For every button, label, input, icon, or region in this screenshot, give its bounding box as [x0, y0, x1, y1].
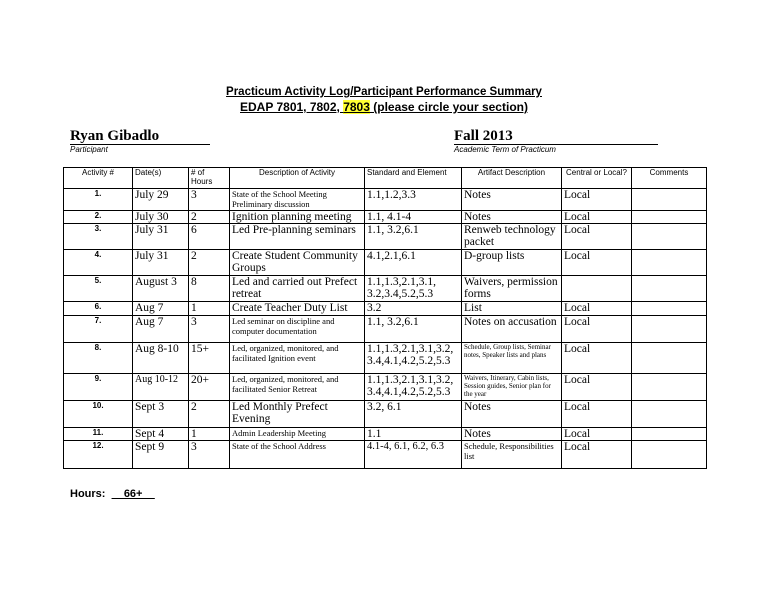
header-description: Description of Activity: [230, 168, 365, 189]
activity-hours: 2: [189, 211, 230, 224]
activity-comments: [632, 374, 707, 401]
header-dates: Date(s): [133, 168, 189, 189]
activity-comments: [632, 441, 707, 469]
activity-standard: 3.2, 6.1: [365, 401, 462, 428]
header-comments: Comments: [632, 168, 707, 189]
header-activity: Activity #: [64, 168, 133, 189]
activity-comments: [632, 250, 707, 276]
activity-artifact: Notes: [462, 428, 562, 441]
activity-hours: 1: [189, 302, 230, 316]
activity-standard: 3.2: [365, 302, 462, 316]
course-sections: [0, 100, 768, 114]
activity-number: 3.: [64, 224, 133, 250]
activity-number: 1.: [64, 189, 133, 211]
activity-description: State of the School Meeting Preliminary discussion: [230, 189, 365, 211]
activity-central: Local: [562, 250, 632, 276]
table-header-row: [64, 168, 707, 189]
activity-number: 6.: [64, 302, 133, 316]
activity-number: 5.: [64, 276, 133, 302]
activity-description: Create Teacher Duty List: [230, 302, 365, 316]
activity-date: Aug 7: [133, 316, 189, 343]
activity-standard: 4.1-4, 6.1, 6.2, 6.3: [365, 441, 462, 469]
table-row: [64, 189, 707, 211]
hours-label: Hours:: [70, 488, 106, 500]
activity-comments: [632, 428, 707, 441]
activity-comments: [632, 224, 707, 250]
activity-standard: 4.1,2.1,6.1: [365, 250, 462, 276]
activity-description: Ignition planning meeting: [230, 211, 365, 224]
activity-comments: [632, 211, 707, 224]
activity-central: Local: [562, 224, 632, 250]
activity-standard: 1.1,1.3,2.1,3.1,3.2, 3.4,4.1,4.2,5.2,5.3: [365, 374, 462, 401]
activity-date: July 30: [133, 211, 189, 224]
participant-label: Participant: [70, 145, 108, 154]
activity-date: July 31: [133, 224, 189, 250]
activity-hours: 3: [189, 316, 230, 343]
activity-number: 8.: [64, 343, 133, 374]
activity-hours: 2: [189, 401, 230, 428]
activity-number: 4.: [64, 250, 133, 276]
activity-description: Led, organized, monitored, and facilitated Senior Retreat: [230, 374, 365, 401]
activity-date: August 3: [133, 276, 189, 302]
activity-central: Local: [562, 343, 632, 374]
activity-hours: 3: [189, 441, 230, 469]
activity-central: Local: [562, 441, 632, 469]
activity-description: Led Monthly Prefect Evening: [230, 401, 365, 428]
activity-standard: 1.1, 3.2,6.1: [365, 224, 462, 250]
activity-artifact: Notes: [462, 401, 562, 428]
table-row: [64, 224, 707, 250]
activity-central: Local: [562, 401, 632, 428]
activity-artifact: Notes: [462, 189, 562, 211]
course-prefix: EDAP 7801, 7802,: [240, 100, 344, 114]
activity-artifact: Renweb technology packet: [462, 224, 562, 250]
activity-date: July 31: [133, 250, 189, 276]
participant-name: Ryan Gibadlo: [70, 128, 210, 145]
activity-standard: 1.1, 4.1-4: [365, 211, 462, 224]
activity-date: Aug 10-12: [133, 374, 189, 401]
header-standard: Standard and Element: [365, 168, 462, 189]
activity-hours: 8: [189, 276, 230, 302]
academic-term-label: Academic Term of Practicum: [454, 145, 556, 154]
table-row: [64, 250, 707, 276]
activity-hours: 6: [189, 224, 230, 250]
activity-date: Aug 7: [133, 302, 189, 316]
activity-comments: [632, 343, 707, 374]
activity-central: Local: [562, 374, 632, 401]
activity-central: Local: [562, 302, 632, 316]
activity-central: Local: [562, 211, 632, 224]
table-row: [64, 211, 707, 224]
activity-number: 10.: [64, 401, 133, 428]
header-artifact: Artifact Description: [462, 168, 562, 189]
highlighted-section: 7803: [343, 100, 370, 114]
activity-artifact: Schedule, Responsibilities list: [462, 441, 562, 469]
log-title: Practicum Activity Log/Participant Performance Summary: [226, 86, 542, 98]
activity-number: 12.: [64, 441, 133, 469]
activity-description: State of the School Address: [230, 441, 365, 469]
activity-description: Led, organized, monitored, and facilitated Ignition event: [230, 343, 365, 374]
header-hours: # of Hours: [189, 168, 230, 189]
academic-term: Fall 2013: [454, 128, 658, 145]
activity-log-table: [63, 167, 707, 469]
activity-date: Sept 9: [133, 441, 189, 469]
activity-number: 7.: [64, 316, 133, 343]
activity-number: 2.: [64, 211, 133, 224]
activity-comments: [632, 401, 707, 428]
activity-standard: 1.1,1.3,2.1,3.1,3.2, 3.4,4.1,4.2,5.2,5.3: [365, 343, 462, 374]
activity-artifact: Schedule, Group lists, Seminar notes, Speaker lists and plans: [462, 343, 562, 374]
activity-comments: [632, 189, 707, 211]
activity-central: Local: [562, 316, 632, 343]
hours-value: __66+__: [111, 488, 155, 500]
table-row: [64, 428, 707, 441]
table-row: [64, 343, 707, 374]
activity-hours: 15+: [189, 343, 230, 374]
activity-hours: 3: [189, 189, 230, 211]
table-row: [64, 401, 707, 428]
activity-comments: [632, 276, 707, 302]
table-row: [64, 316, 707, 343]
activity-date: Sept 4: [133, 428, 189, 441]
header-central: Central or Local?: [562, 168, 632, 189]
activity-artifact: D-group lists: [462, 250, 562, 276]
activity-central: Local: [562, 189, 632, 211]
activity-date: Sept 3: [133, 401, 189, 428]
activity-description: Led Pre-planning seminars: [230, 224, 365, 250]
activity-description: Admin Leadership Meeting: [230, 428, 365, 441]
activity-description: Led seminar on discipline and computer documentation: [230, 316, 365, 343]
activity-hours: 20+: [189, 374, 230, 401]
activity-artifact: Waivers, Itinerary, Cabin lists, Session guides, Senior plan for the year: [462, 374, 562, 401]
activity-artifact: Waivers, permission forms: [462, 276, 562, 302]
activity-artifact: Notes: [462, 211, 562, 224]
activity-standard: 1.1: [365, 428, 462, 441]
table-row: [64, 441, 707, 469]
activity-comments: [632, 302, 707, 316]
activity-date: Aug 8-10: [133, 343, 189, 374]
table-row: [64, 302, 707, 316]
activity-description: Led and carried out Prefect retreat: [230, 276, 365, 302]
activity-standard: 1.1, 3.2,6.1: [365, 316, 462, 343]
activity-date: July 29: [133, 189, 189, 211]
activity-number: 9.: [64, 374, 133, 401]
total-hours: [70, 488, 155, 500]
activity-description: Create Student Community Groups: [230, 250, 365, 276]
course-suffix: (please circle your section): [369, 100, 528, 114]
activity-artifact: List: [462, 302, 562, 316]
activity-central: [562, 276, 632, 302]
activity-hours: 2: [189, 250, 230, 276]
activity-hours: 1: [189, 428, 230, 441]
activity-standard: 1.1,1.3,2.1,3.1, 3.2,3.4,5.2,5.3: [365, 276, 462, 302]
activity-number: 11.: [64, 428, 133, 441]
table-row: [64, 276, 707, 302]
activity-standard: 1.1,1.2,3.3: [365, 189, 462, 211]
activity-comments: [632, 316, 707, 343]
activity-artifact: Notes on accusation: [462, 316, 562, 343]
table-row: [64, 374, 707, 401]
activity-central: Local: [562, 428, 632, 441]
